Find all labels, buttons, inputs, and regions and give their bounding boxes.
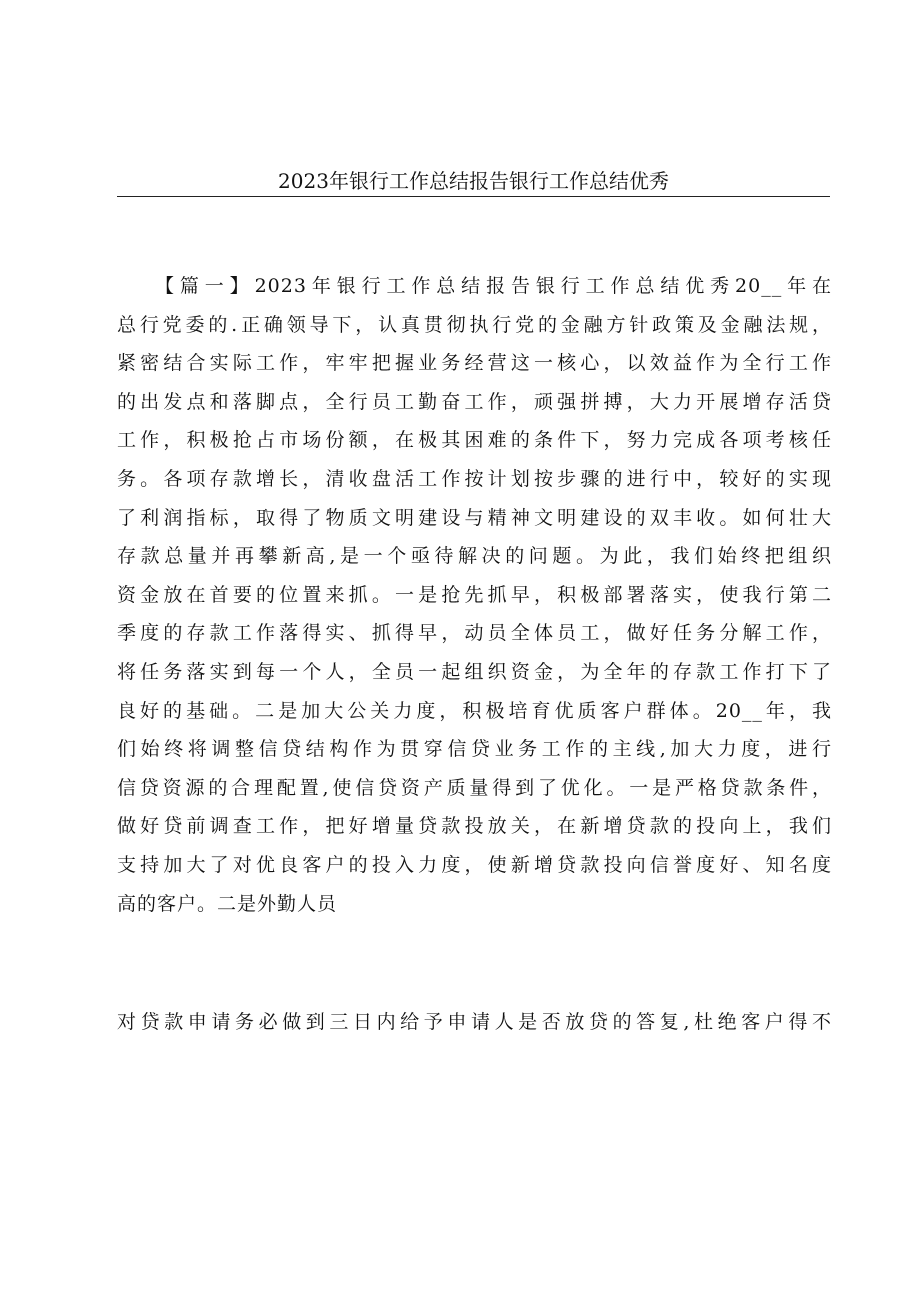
paragraph-line: 高的客户。二是外勤人员 [117,892,338,915]
paragraph-line: 们始终将调整信贷结构作为贯穿信贷业务工作的主线,加大力度，进行 [117,738,832,761]
paragraph-line: 【篇一】2023年银行工作总结报告银行工作总结优秀20__年在 [155,275,832,297]
document-title: 2023年银行工作总结报告银行工作总结优秀 [278,169,669,193]
paragraph-line: 总行党委的.正确领导下，认真贯彻执行党的金融方针政策及金融法规， [117,313,832,336]
title-underline [117,196,830,197]
paragraph-line: 支持加大了对优良客户的投入力度，使新增贷款投向信誉度好、知名度 [117,853,832,876]
paragraph-line: 资金放在首要的位置来抓。一是抢先抓早，积极部署落实，使我行第二 [117,583,832,606]
document-body [117,267,832,923]
paragraph-line: 做好贷前调查工作，把好增量贷款投放关，在新增贷款的投向上，我们 [117,815,832,838]
paragraph-line: 季度的存款工作落得实、抓得早，动员全体员工，做好任务分解工作， [117,622,832,645]
paragraph-line: 信贷资源的合理配置,使信贷资产质量得到了优化。一是严格贷款条件， [117,776,832,799]
paragraph-line: 良好的基础。二是加大公关力度，积极培育优质客户群体。20__年，我 [117,699,832,722]
paragraph-line: 将任务落实到每一个人，全员一起组织资金，为全年的存款工作打下了 [117,660,832,683]
paragraph-line: 的出发点和落脚点，全行员工勤奋工作，顽强拼搏，大力开展增存活贷 [117,390,832,413]
paragraph-line: 务。各项存款增长，清收盘活工作按计划按步骤的进行中，较好的实现 [117,467,832,490]
paragraph-line: 对贷款申请务必做到三日内给予申请人是否放贷的答复,杜绝客户得不 [117,1011,832,1033]
paragraph-line: 存款总量并再攀新高,是一个亟待解决的问题。为此，我们始终把组织 [117,545,832,568]
paragraph-line: 工作，积极抢占市场份额，在极其困难的条件下，努力完成各项考核任 [117,429,832,452]
paragraph-line: 紧密结合实际工作，牢牢把握业务经营这一核心，以效益作为全行工作 [117,352,832,375]
document-tail [117,1003,832,1042]
paragraph-line: 了利润指标，取得了物质文明建设与精神文明建设的双丰收。如何壮大 [117,506,832,529]
